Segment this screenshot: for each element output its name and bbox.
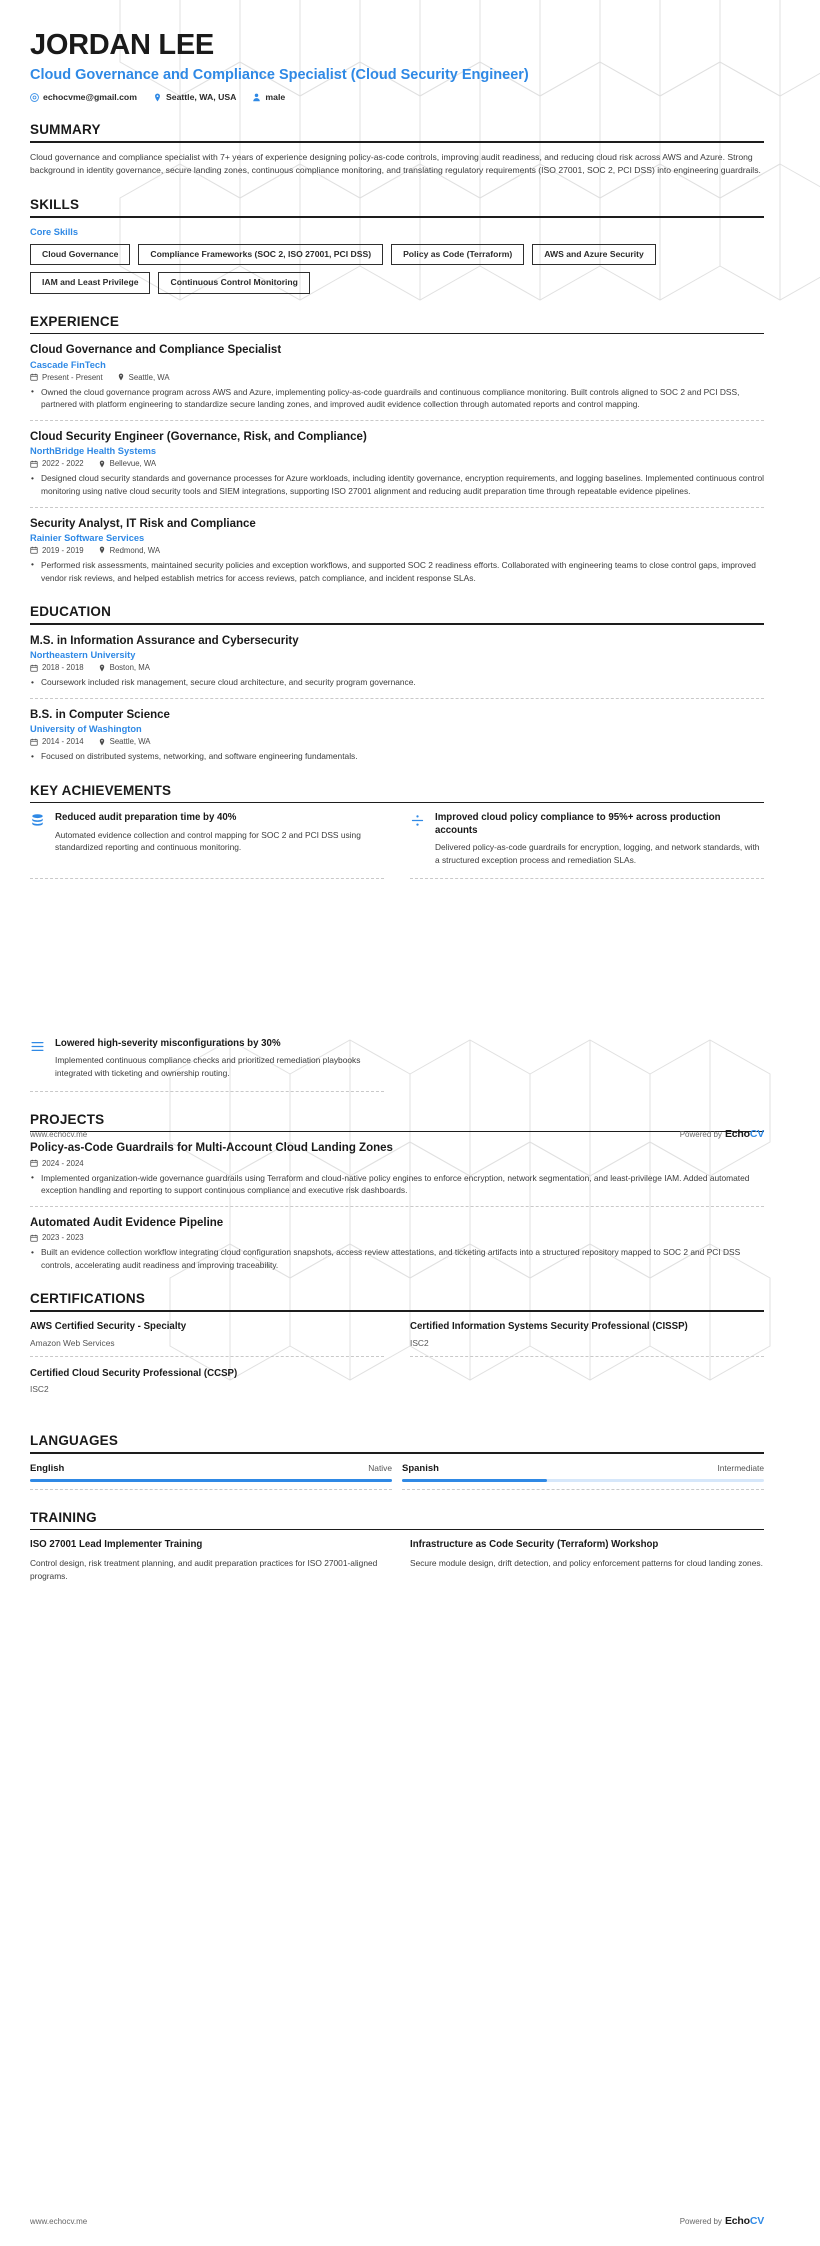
section-title-training: TRAINING xyxy=(30,1509,97,1525)
contact-row xyxy=(30,92,764,102)
section-education xyxy=(30,604,764,763)
section-title-certifications: CERTIFICATIONS xyxy=(30,1291,146,1307)
calendar-icon xyxy=(30,1159,38,1167)
section-divider xyxy=(30,1452,764,1454)
brand-name: Echo xyxy=(724,2215,750,2227)
section-certifications xyxy=(30,1291,764,1413)
training-grid xyxy=(30,1539,764,1582)
experience-company: Rainier Software Services xyxy=(30,532,145,543)
section-divider xyxy=(30,1310,764,1312)
education-school: Northeastern University xyxy=(30,650,136,661)
experience-meta xyxy=(30,373,764,382)
language-proficiency-bar xyxy=(402,1479,764,1482)
email-icon xyxy=(30,93,39,102)
language-item xyxy=(402,1463,764,1490)
achievements-grid-continued xyxy=(30,1038,764,1092)
languages-grid xyxy=(30,1463,764,1490)
bullet: • Designed cloud security standards and governance processes for Azure workloads, including identity governance, encryption requirements, and logging baselines. Implemented continuous control monitoring using native cloud security tools and SIEM integrations, supporting ISO 27001 alignment and reducing audit preparation time through repeatable evidence pipelines. xyxy=(30,472,764,497)
language-proficiency-fill xyxy=(30,1479,392,1482)
experience-company: NorthBridge Health Systems xyxy=(30,446,157,457)
brand-name: Echo xyxy=(724,1128,750,1140)
footer-powered-by-label: Powered by xyxy=(679,2217,722,2226)
bullet: • Built an evidence collection workflow integrating cloud configuration snapshots, access review attestations, and ticketing artifacts into a structured repository mapped to SOC 2 and PCI DSS controls, accelerating audit readiness and improving traceability. xyxy=(30,1246,764,1271)
language-proficiency-bar xyxy=(30,1479,392,1482)
education-location xyxy=(98,737,151,746)
experience-location xyxy=(98,459,157,468)
brand-accent: CV xyxy=(749,2215,764,2227)
project-entry xyxy=(30,1129,764,1197)
location-pin-icon xyxy=(98,546,106,554)
location-pin-icon xyxy=(117,373,125,381)
section-title-skills: SKILLS xyxy=(30,197,80,213)
project-dates xyxy=(30,1159,84,1168)
education-degree: M.S. in Information Assurance and Cybersecurity xyxy=(30,634,299,647)
location-pin-icon xyxy=(98,738,106,746)
section-divider xyxy=(30,141,764,143)
training-name: Infrastructure as Code Security (Terraform) Workshop xyxy=(410,1539,659,1551)
footer-site-url[interactable]: www.echocv.me xyxy=(30,1129,88,1139)
project-bullets xyxy=(30,1246,764,1271)
summary-text: Cloud governance and compliance specialist with 7+ years of experience designing policy-as-code controls, improving audit readiness, and reducing cloud risk across AWS and Azure. Strong background in identity governance, secure landing zones, continuous compliance monitoring, and translating regulatory requirements (ISO 27001, SOC 2, PCI DSS) into engineering guardrails. xyxy=(30,151,761,175)
experience-role: Security Analyst, IT Risk and Compliance xyxy=(30,517,256,530)
section-title-summary: SUMMARY xyxy=(30,122,101,138)
project-meta xyxy=(30,1233,764,1242)
experience-role: Cloud Governance and Compliance Specialist xyxy=(30,344,282,357)
skills-chip-list xyxy=(30,244,764,294)
achievements-grid xyxy=(30,812,764,878)
candidate-headline: Cloud Governance and Compliance Specialist (Cloud Security Engineer) xyxy=(30,66,529,83)
education-location-text: Boston, MA xyxy=(109,663,150,673)
section-title-achievements: KEY ACHIEVEMENTS xyxy=(30,782,172,798)
achievement-description: Implemented continuous compliance checks and prioritized remediation playbooks integrated with ticketing and ownership routing. xyxy=(55,1055,361,1078)
education-meta xyxy=(30,663,764,672)
certification-name: AWS Certified Security - Specialty xyxy=(30,1320,187,1332)
training-item xyxy=(30,1539,384,1582)
bullet: • Coursework included risk management, secure cloud architecture, and security program governance. xyxy=(30,676,764,689)
bullet: • Implemented organization-wide governance guardrails using Terraform and cloud-native policy engines to enforce encryption, network segmentation, and least-privilege IAM. Added automated exception handling and reporting to support continuous compliance and executive risk dashboards. xyxy=(30,1172,764,1197)
contact-email-text: echocvme@gmail.com xyxy=(43,92,137,103)
education-meta xyxy=(30,737,764,746)
page-footer xyxy=(30,2215,764,2227)
footer-site-url[interactable]: www.echocv.me xyxy=(30,2216,88,2226)
layers-icon xyxy=(30,1038,45,1080)
page-footer xyxy=(30,1128,764,1140)
experience-dates xyxy=(30,373,103,382)
experience-bullets xyxy=(30,559,764,584)
contact-gender-text: male xyxy=(265,92,286,103)
contact-location-text: Seattle, WA, USA xyxy=(165,92,237,103)
skills-group-label: Core Skills xyxy=(30,226,79,237)
language-name: English xyxy=(30,1462,65,1474)
achievement-description: Automated evidence collection and control mapping for SOC 2 and PCI DSS using standardized reporting and continuous monitoring. xyxy=(55,829,361,853)
language-level: Native xyxy=(368,1462,392,1473)
section-divider xyxy=(30,802,764,804)
achievement-item xyxy=(410,812,764,878)
section-title-education: EDUCATION xyxy=(30,604,112,620)
certification-issuer: ISC2 xyxy=(410,1337,429,1348)
education-entry xyxy=(30,698,764,763)
skill-chip: Policy as Code (Terraform) xyxy=(391,244,524,265)
calendar-icon xyxy=(30,373,38,381)
experience-bullets xyxy=(30,472,764,497)
skill-chip: IAM and Least Privilege xyxy=(30,272,150,293)
certification-issuer: ISC2 xyxy=(30,1384,49,1395)
language-proficiency-fill xyxy=(402,1479,547,1482)
achievement-item xyxy=(30,1038,384,1092)
achievement-item xyxy=(30,812,384,878)
training-description: Secure module design, drift detection, and policy enforcement patterns for cloud landing zones. xyxy=(410,1557,763,1568)
database-icon xyxy=(30,812,45,866)
certification-item xyxy=(30,1321,384,1357)
section-divider xyxy=(30,1529,764,1531)
section-skills xyxy=(30,197,764,294)
footer-powered-by-label: Powered by xyxy=(679,1130,722,1139)
project-name: Automated Audit Evidence Pipeline xyxy=(30,1216,224,1229)
bullet: • Performed risk assessments, maintained security policies and exception workflows, and supported SOC 2 readiness efforts. Collaborated with engineering teams to close control gaps, improved vendor risk reviews, and helped establish metrics for access reviews, patch compliance, and incident response SLAs. xyxy=(30,559,764,584)
achievements-continued xyxy=(30,1038,764,1092)
experience-dates xyxy=(30,546,84,555)
experience-location xyxy=(117,373,170,382)
project-meta xyxy=(30,1159,764,1168)
achievement-title: Improved cloud policy compliance to 95%+ across production accounts xyxy=(435,812,721,836)
experience-location-text: Redmond, WA xyxy=(109,545,161,555)
training-description: Control design, risk treatment planning, and audit preparation practices for ISO 27001-aligned programs. xyxy=(30,1557,378,1581)
project-bullets xyxy=(30,1172,764,1197)
achievement-title: Lowered high-severity misconfigurations by 30% xyxy=(55,1037,281,1049)
project-dates xyxy=(30,1233,84,1242)
certifications-grid xyxy=(30,1321,764,1413)
experience-role: Cloud Security Engineer (Governance, Risk, and Compliance) xyxy=(30,430,367,443)
calendar-icon xyxy=(30,1234,38,1242)
certification-name: Certified Information Systems Security Professional (CISSP) xyxy=(410,1320,688,1332)
language-head xyxy=(30,1463,392,1474)
project-name: Policy-as-Code Guardrails for Multi-Account Cloud Landing Zones xyxy=(30,1142,393,1155)
experience-dates xyxy=(30,459,84,468)
section-languages xyxy=(30,1433,764,1490)
candidate-name: JORDAN LEE xyxy=(30,29,214,61)
calendar-icon xyxy=(30,738,38,746)
section-title-projects: PROJECTS xyxy=(30,1111,105,1127)
contact-gender xyxy=(252,92,285,102)
skill-chip: Continuous Control Monitoring xyxy=(158,272,309,293)
experience-dates-text: Present - Present xyxy=(42,372,103,382)
calendar-icon xyxy=(30,664,38,672)
education-bullets xyxy=(30,750,764,763)
certification-item xyxy=(30,1368,384,1403)
location-pin-icon xyxy=(153,93,162,102)
experience-location xyxy=(98,546,160,555)
calendar-icon xyxy=(30,546,38,554)
language-head xyxy=(402,1463,764,1474)
certification-issuer: Amazon Web Services xyxy=(30,1337,115,1348)
achievement-title: Reduced audit preparation time by 40% xyxy=(55,812,237,824)
resume-header xyxy=(30,0,764,102)
certification-name: Certified Cloud Security Professional (CCSP) xyxy=(30,1367,238,1379)
education-dates-text: 2014 - 2014 xyxy=(42,737,84,747)
language-item xyxy=(30,1463,392,1490)
experience-dates-text: 2022 - 2022 xyxy=(42,459,84,469)
education-dates xyxy=(30,737,84,746)
section-summary xyxy=(30,122,764,177)
divide-icon xyxy=(410,812,425,866)
brand-logo xyxy=(725,1128,764,1140)
bullet: • Focused on distributed systems, networking, and software engineering fundamentals. xyxy=(30,750,764,763)
calendar-icon xyxy=(30,460,38,468)
training-name: ISO 27001 Lead Implementer Training xyxy=(30,1539,203,1551)
section-divider xyxy=(30,216,764,218)
section-training xyxy=(30,1510,764,1582)
brand-logo xyxy=(725,2215,764,2227)
experience-company: Cascade FinTech xyxy=(30,359,106,370)
section-experience xyxy=(30,314,764,584)
experience-location-text: Seattle, WA xyxy=(128,372,170,382)
training-item xyxy=(410,1539,764,1582)
footer-brand xyxy=(680,2215,764,2227)
person-icon xyxy=(252,93,261,102)
page-break-spacer xyxy=(30,879,764,1029)
experience-meta xyxy=(30,546,764,555)
project-entry xyxy=(30,1206,764,1272)
certification-item xyxy=(410,1321,764,1357)
project-dates-text: 2023 - 2023 xyxy=(42,1233,84,1243)
education-dates xyxy=(30,663,84,672)
project-dates-text: 2024 - 2024 xyxy=(42,1158,84,1168)
bullet: • Owned the cloud governance program across AWS and Azure, implementing policy-as-code guardrails and continuous compliance monitoring. Built controls aligned to SOC 2 and PCI DSS, partnered with platform engineering to standardize secure landing zones, and improved audit evidence collection through automated reports and control mapping. xyxy=(30,386,764,411)
experience-meta xyxy=(30,459,764,468)
education-school: University of Washington xyxy=(30,724,142,735)
language-name: Spanish xyxy=(402,1462,439,1474)
education-degree: B.S. in Computer Science xyxy=(30,708,170,721)
achievement-description: Delivered policy-as-code guardrails for encryption, logging, and network standards, with a structured exception process and remediation SLAs. xyxy=(435,842,760,866)
language-level: Intermediate xyxy=(717,1462,764,1473)
section-title-experience: EXPERIENCE xyxy=(30,313,120,329)
experience-entry xyxy=(30,507,764,585)
experience-location-text: Bellevue, WA xyxy=(109,459,157,469)
skill-chip: AWS and Azure Security xyxy=(532,244,656,265)
experience-entry xyxy=(30,420,764,498)
brand-accent: CV xyxy=(749,1128,764,1140)
education-bullets xyxy=(30,676,764,689)
education-entry xyxy=(30,625,764,689)
contact-email[interactable] xyxy=(30,92,137,102)
contact-location xyxy=(153,92,236,102)
section-title-languages: LANGUAGES xyxy=(30,1433,119,1449)
education-dates-text: 2018 - 2018 xyxy=(42,663,84,673)
experience-bullets xyxy=(30,386,764,411)
section-achievements xyxy=(30,783,764,879)
location-pin-icon xyxy=(98,664,106,672)
experience-dates-text: 2019 - 2019 xyxy=(42,545,84,555)
location-pin-icon xyxy=(98,460,106,468)
skill-chip: Compliance Frameworks (SOC 2, ISO 27001, PCI DSS) xyxy=(138,244,383,265)
education-location xyxy=(98,663,150,672)
education-location-text: Seattle, WA xyxy=(109,737,151,747)
skill-chip: Cloud Governance xyxy=(30,244,130,265)
footer-brand xyxy=(680,1128,764,1140)
experience-entry xyxy=(30,334,764,411)
